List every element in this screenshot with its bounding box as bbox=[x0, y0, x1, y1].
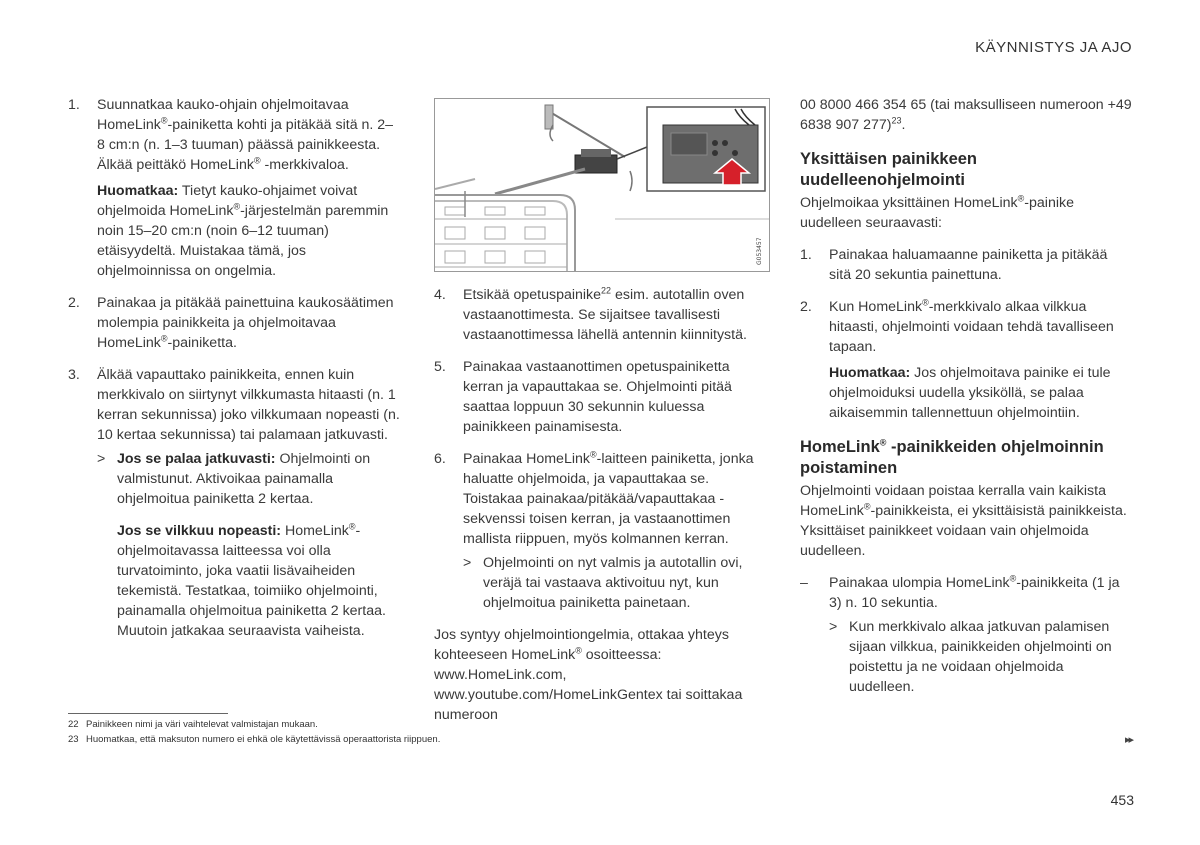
step-number: 2. bbox=[800, 299, 812, 315]
step-text bbox=[829, 297, 1132, 423]
registered-mark: ® bbox=[160, 333, 168, 344]
result-arrow: > bbox=[97, 451, 106, 467]
step-text bbox=[97, 293, 400, 353]
text: -merkkivalo alkaa vilkkua hitaasti, ohjelmointi voidaan tehdä tavalliseen tapaan. bbox=[829, 299, 1114, 355]
sub-label: Jos se vilkkuu nopeasti: bbox=[117, 523, 282, 539]
note bbox=[829, 363, 1132, 423]
step-number: 1. bbox=[68, 97, 80, 113]
footnote-text: Painikkeen nimi ja väri vaihtelevat valmistajan mukaan. bbox=[86, 719, 318, 730]
sub-item bbox=[97, 449, 400, 641]
garage-opener-illustration bbox=[434, 98, 770, 272]
text: Kun HomeLink bbox=[829, 299, 923, 315]
text: -painiketta kohti ja pitäkää sitä n. 2–8 cm:n (n. 1–3 tuuman) päässä painikkeesta. Älkää peittäkö HomeLink bbox=[97, 117, 394, 173]
sub-text: Ohjelmointi on nyt valmis ja autotallin ovi, veräjä tai vastaava aktivoituu nyt, kun ohjelmoitua painiketta painetaan. bbox=[483, 555, 743, 611]
step-3 bbox=[68, 365, 400, 641]
result-arrow: > bbox=[829, 619, 838, 635]
sub-paragraph bbox=[117, 521, 400, 641]
heading-reprogram: Yksittäisen painikkeen uudelleenohjelmointi bbox=[800, 150, 977, 189]
registered-mark: ® bbox=[160, 115, 168, 126]
garage-illustration-svg bbox=[435, 99, 769, 271]
step-1 bbox=[68, 95, 400, 281]
figure-code: G053457 bbox=[756, 237, 763, 265]
text: 00 8000 466 354 65 (tai maksulliseen numeroon +49 6838 907 277) bbox=[800, 97, 1132, 133]
footnote-ref[interactable]: 22 bbox=[601, 285, 612, 296]
erase-intro bbox=[800, 481, 1132, 561]
footnote-divider bbox=[68, 713, 228, 714]
note-label: Huomatkaa: bbox=[97, 183, 179, 199]
registered-mark: ® bbox=[589, 449, 597, 460]
text: Älkää vapauttako painikkeita, ennen kuin merkkivalo on siirtynyt vilkkumasta hitaasti (n. 1 kerran sekunnissa) joko vilkkumaan nopeasti (n. 10 kertaa sekunnissa) tai palamaan jatkuvasti. bbox=[97, 367, 400, 443]
sub-item bbox=[463, 553, 768, 613]
text: Suunnatkaa kauko-ohjain ohjelmoitavaa HomeLink bbox=[97, 97, 349, 133]
text: Jos syntyy ohjelmointiongelmia, ottakaa yhteys kohteeseen HomeLink bbox=[434, 627, 729, 663]
step-6 bbox=[434, 449, 768, 613]
reprogram-intro bbox=[800, 193, 1132, 233]
registered-mark: ® bbox=[253, 155, 261, 166]
footnote-23 bbox=[68, 734, 440, 745]
footnote-ref[interactable]: 23 bbox=[891, 115, 902, 126]
reprogram-step-2 bbox=[800, 297, 1132, 423]
registered-mark: ® bbox=[922, 297, 929, 308]
registered-mark: ® bbox=[233, 201, 241, 212]
erase-step bbox=[800, 573, 1132, 697]
step-text bbox=[97, 365, 400, 641]
step-text bbox=[463, 449, 768, 613]
reprogram-step-1 bbox=[800, 245, 1132, 285]
footnote-number: 22 bbox=[68, 719, 79, 730]
registered-mark: ® bbox=[879, 437, 887, 448]
note bbox=[97, 181, 400, 281]
step-5 bbox=[434, 357, 768, 437]
step-text bbox=[463, 285, 768, 345]
text: Jos ohjelmoitava painike ei tule ohjelmoiduksi uudella yksiköllä, se palaa aikaisemmin tallennettuun ohjelmointiin. bbox=[829, 365, 1111, 421]
step-number: 3. bbox=[68, 367, 80, 383]
text: -painike uudelleen seuraavasti: bbox=[800, 195, 1074, 231]
footnote-22 bbox=[68, 719, 318, 730]
registered-mark: ® bbox=[348, 521, 356, 532]
text: -painikkeiden ohjelmoinnin poistaminen bbox=[800, 438, 1104, 477]
sub-label: Jos se palaa jatkuvasti: bbox=[117, 451, 276, 467]
text: Tietyt kauko-ohjaimet voivat ohjelmoida HomeLink bbox=[97, 183, 358, 219]
step-text: Painakaa vastaanottimen opetuspainiketta kerran ja vapauttakaa se. Ohjelmointi pitää saattaa loppuun 30 sekunnin kuluessa painikkeen painamisesta. bbox=[463, 359, 732, 435]
step-text bbox=[97, 95, 400, 281]
note-label: Huomatkaa: bbox=[829, 365, 911, 381]
text: -merkkivaloa. bbox=[260, 157, 349, 173]
text: . bbox=[901, 117, 906, 133]
sub-text: Kun merkkivalo alkaa jatkuvan palamisen sijaan vilkkua, painikkeiden ohjelmointi on poistettu ja ne voidaan ohjelmoida uudelleen. bbox=[849, 619, 1112, 695]
step-4 bbox=[434, 285, 768, 345]
step-2 bbox=[68, 293, 400, 353]
text: esim. autotallin oven vastaanottimesta. Se sijaitsee tavallisesti vastaanottimessa lähellä antennin kiinnitystä. bbox=[463, 287, 747, 343]
step-text bbox=[829, 573, 1132, 697]
text: -painiketta. bbox=[167, 335, 237, 351]
double-triangle-right-icon[interactable]: ▸▸ bbox=[1124, 734, 1132, 746]
text: HomeLink bbox=[800, 438, 880, 456]
step-number: 1. bbox=[800, 247, 812, 263]
registered-mark: ® bbox=[1017, 193, 1025, 204]
text: -ohjelmoitavassa laitteessa voi olla turvatoiminto, joka vaatii lisävaiheiden tekemistä. Testatkaa, toimiiko ohjelmointi, painamalla ohjelmoitua painiketta 2 kertaa. Muutoin jatkakaa seuraavista vaiheista. bbox=[117, 523, 386, 639]
registered-mark: ® bbox=[863, 501, 871, 512]
registered-mark: ® bbox=[575, 645, 582, 656]
footnote-number: 23 bbox=[68, 734, 79, 745]
text: -painikkeista, ei yksittäisistä painikkeista. Yksittäiset painikkeet voidaan vain ohjelmoida uudelleen. bbox=[800, 503, 1127, 559]
column-left bbox=[68, 95, 400, 653]
registered-mark: ® bbox=[1009, 573, 1017, 584]
text: Painakaa ja pitäkää painettuina kaukosäätimen molempia painikkeita ja ohjelmoitavaa HomeLink bbox=[97, 295, 394, 351]
text: Ohjelmoikaa yksittäinen HomeLink bbox=[800, 195, 1018, 211]
text: Ohjelmointi on valmistunut. Aktivoikaa painamalla ohjelmoitua painiketta 2 kertaa. bbox=[117, 451, 371, 507]
text: Painakaa ulompia HomeLink bbox=[829, 575, 1010, 591]
section-header: KÄYNNISTYS JA AJO bbox=[975, 39, 1132, 56]
step-text: Painakaa haluamaanne painiketta ja pitäkää sitä 20 sekuntia painettuna. bbox=[829, 247, 1108, 283]
text: Painakaa HomeLink bbox=[463, 451, 590, 467]
text: -järjestelmän paremmin noin 15–20 cm:n (noin 6–12 tuuman) etäisyydeltä. Muistakaa tämä, jos ohjelmoinnissa on ongelmia. bbox=[97, 203, 389, 279]
contact-paragraph bbox=[434, 625, 768, 725]
footnote-text: Huomatkaa, että maksuton numero ei ehkä ole käytettävissä operaattorista riippuen. bbox=[86, 734, 441, 745]
text: osoitteessa: www.HomeLink.com, www.youtube.com/HomeLinkGentex tai soittakaa numeroon bbox=[434, 647, 743, 723]
step-number: 5. bbox=[434, 359, 446, 375]
text: HomeLink bbox=[281, 523, 349, 539]
column-middle bbox=[434, 285, 768, 737]
heading-erase bbox=[800, 437, 1132, 479]
sub-item bbox=[829, 617, 1132, 697]
result-arrow: > bbox=[463, 555, 472, 571]
step-number: 4. bbox=[434, 287, 446, 303]
phone-paragraph bbox=[800, 95, 1132, 135]
step-number: 6. bbox=[434, 451, 446, 467]
text: Ohjelmointi voidaan poistaa kerralla vain kaikista HomeLink bbox=[800, 483, 1106, 519]
page-number: 453 bbox=[1110, 792, 1134, 808]
text: -laitteen painiketta, jonka haluatte ohjelmoida, ja vapauttakaa se. Toistakaa painakaa/pitäkää/vapauttakaa -sekvenssi toisen kerran, ja vastaanottimen mallista riippuen, myös kolmannen kerran. bbox=[463, 451, 754, 547]
step-number: 2. bbox=[68, 295, 80, 311]
column-right bbox=[800, 95, 1132, 709]
dash-bullet: – bbox=[800, 575, 808, 591]
sub-text bbox=[117, 449, 400, 641]
text: -painikkeita (1 ja 3) n. 10 sekuntia. bbox=[829, 575, 1120, 611]
text: Etsikää opetuspainike bbox=[463, 287, 602, 303]
